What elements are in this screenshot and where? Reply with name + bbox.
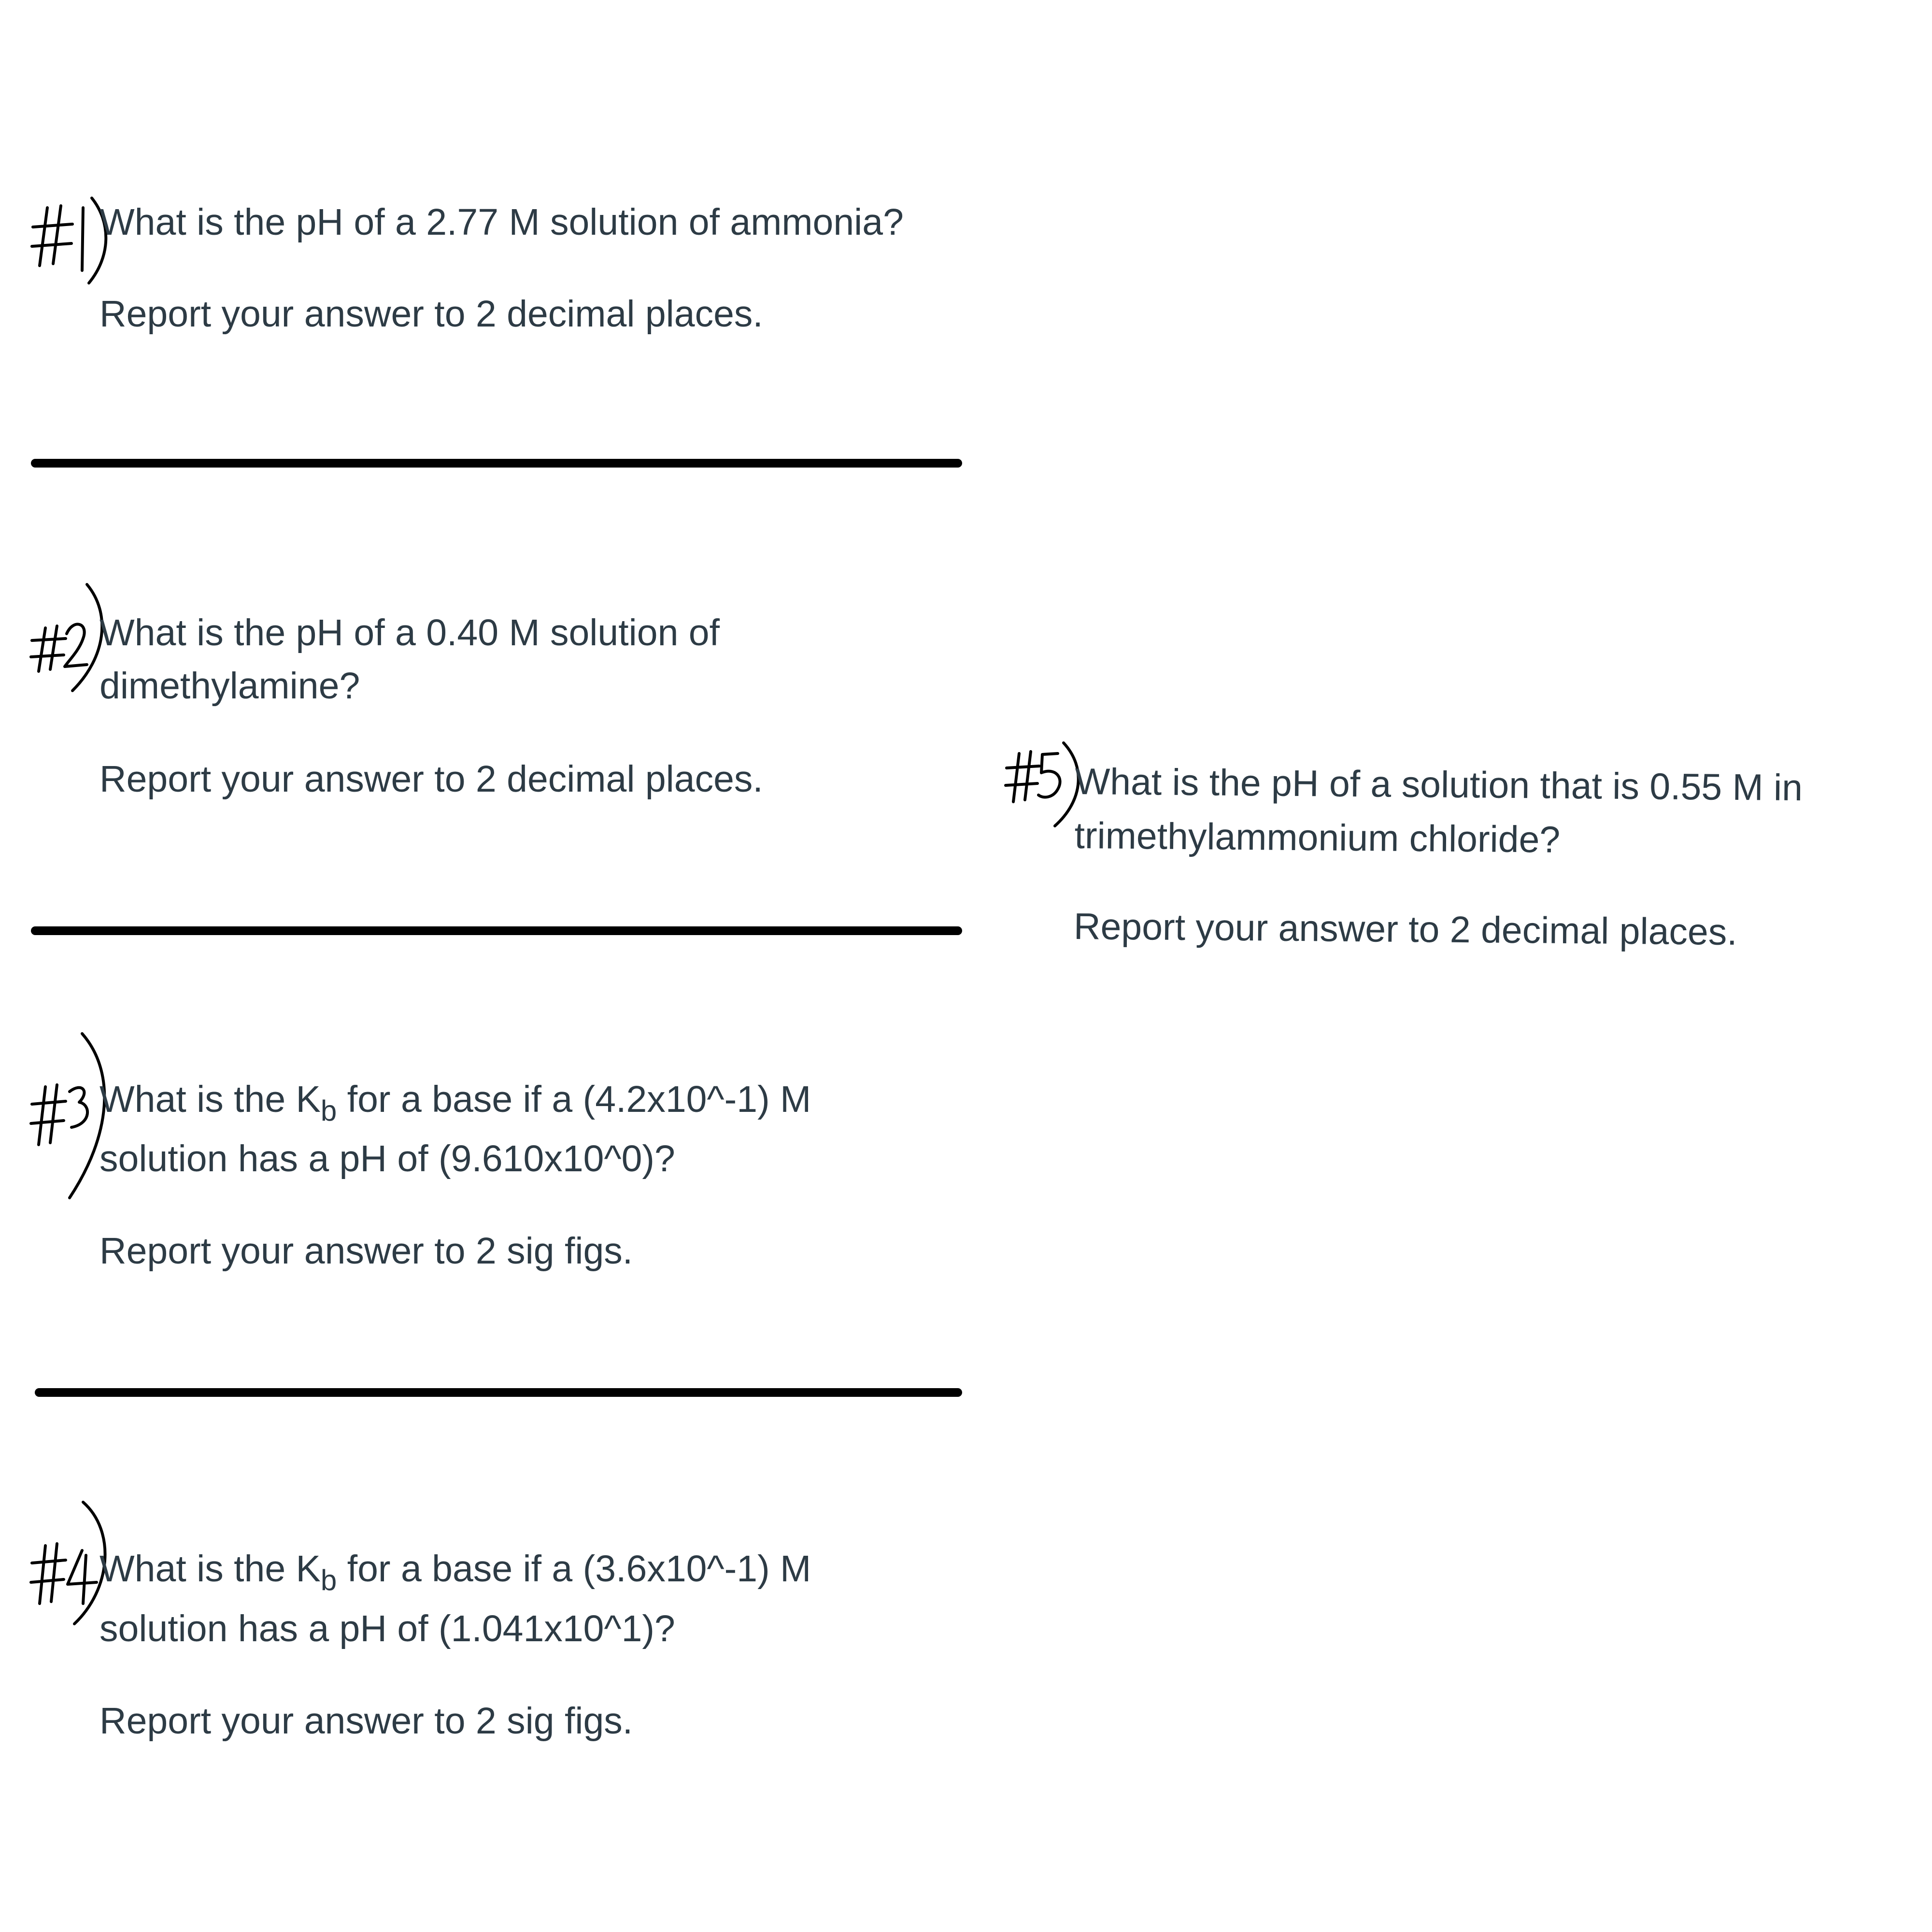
question-2-text-line-2: dimethylamine? xyxy=(99,665,360,707)
handwritten-number-4 xyxy=(29,1497,101,1628)
kb-symbol: K xyxy=(296,1548,321,1590)
question-5-text-line-2: trimethylammonium chloride? xyxy=(1074,814,1561,861)
question-3-text-line-1 xyxy=(99,1076,811,1127)
question-5-text-line-1: What is the pH of a solution that is 0.55 M in xyxy=(1075,760,1803,809)
question-1-text: What is the pH of a 2.77 M solution of ammonia? xyxy=(99,201,904,243)
question-4-text-line-1 xyxy=(99,1546,811,1597)
divider-2 xyxy=(31,926,962,935)
question-3-text-line-2: solution has a pH of (9.610x10^0)? xyxy=(99,1138,675,1179)
handwritten-number-3 xyxy=(29,1029,101,1203)
handwritten-number-2 xyxy=(29,580,101,696)
kb-symbol: K xyxy=(296,1079,321,1120)
question-3-text-post: for a base if a (4.2x10^-1) M xyxy=(337,1079,811,1120)
question-2-text-line-1: What is the pH of a 0.40 M solution of xyxy=(99,612,720,653)
question-1-instruction: Report your answer to 2 decimal places. xyxy=(99,293,763,335)
handwritten-number-1 xyxy=(29,193,101,285)
question-4-text-line-2: solution has a pH of (1.041x10^1)? xyxy=(99,1608,675,1649)
divider-1 xyxy=(31,459,962,468)
kb-subscript: b xyxy=(320,1564,337,1597)
handwritten-number-5 xyxy=(1005,739,1077,831)
divider-3 xyxy=(35,1388,962,1397)
question-5-instruction: Report your answer to 2 decimal places. xyxy=(1073,905,1738,953)
question-4-instruction: Report your answer to 2 sig figs. xyxy=(99,1700,633,1742)
question-4-text-pre: What is the xyxy=(99,1548,296,1590)
question-3-text-pre: What is the xyxy=(99,1079,296,1120)
kb-subscript: b xyxy=(320,1094,337,1127)
question-2-instruction: Report your answer to 2 decimal places. xyxy=(99,758,763,800)
question-3-instruction: Report your answer to 2 sig figs. xyxy=(99,1230,633,1272)
question-4-text-post: for a base if a (3.6x10^-1) M xyxy=(337,1548,811,1590)
